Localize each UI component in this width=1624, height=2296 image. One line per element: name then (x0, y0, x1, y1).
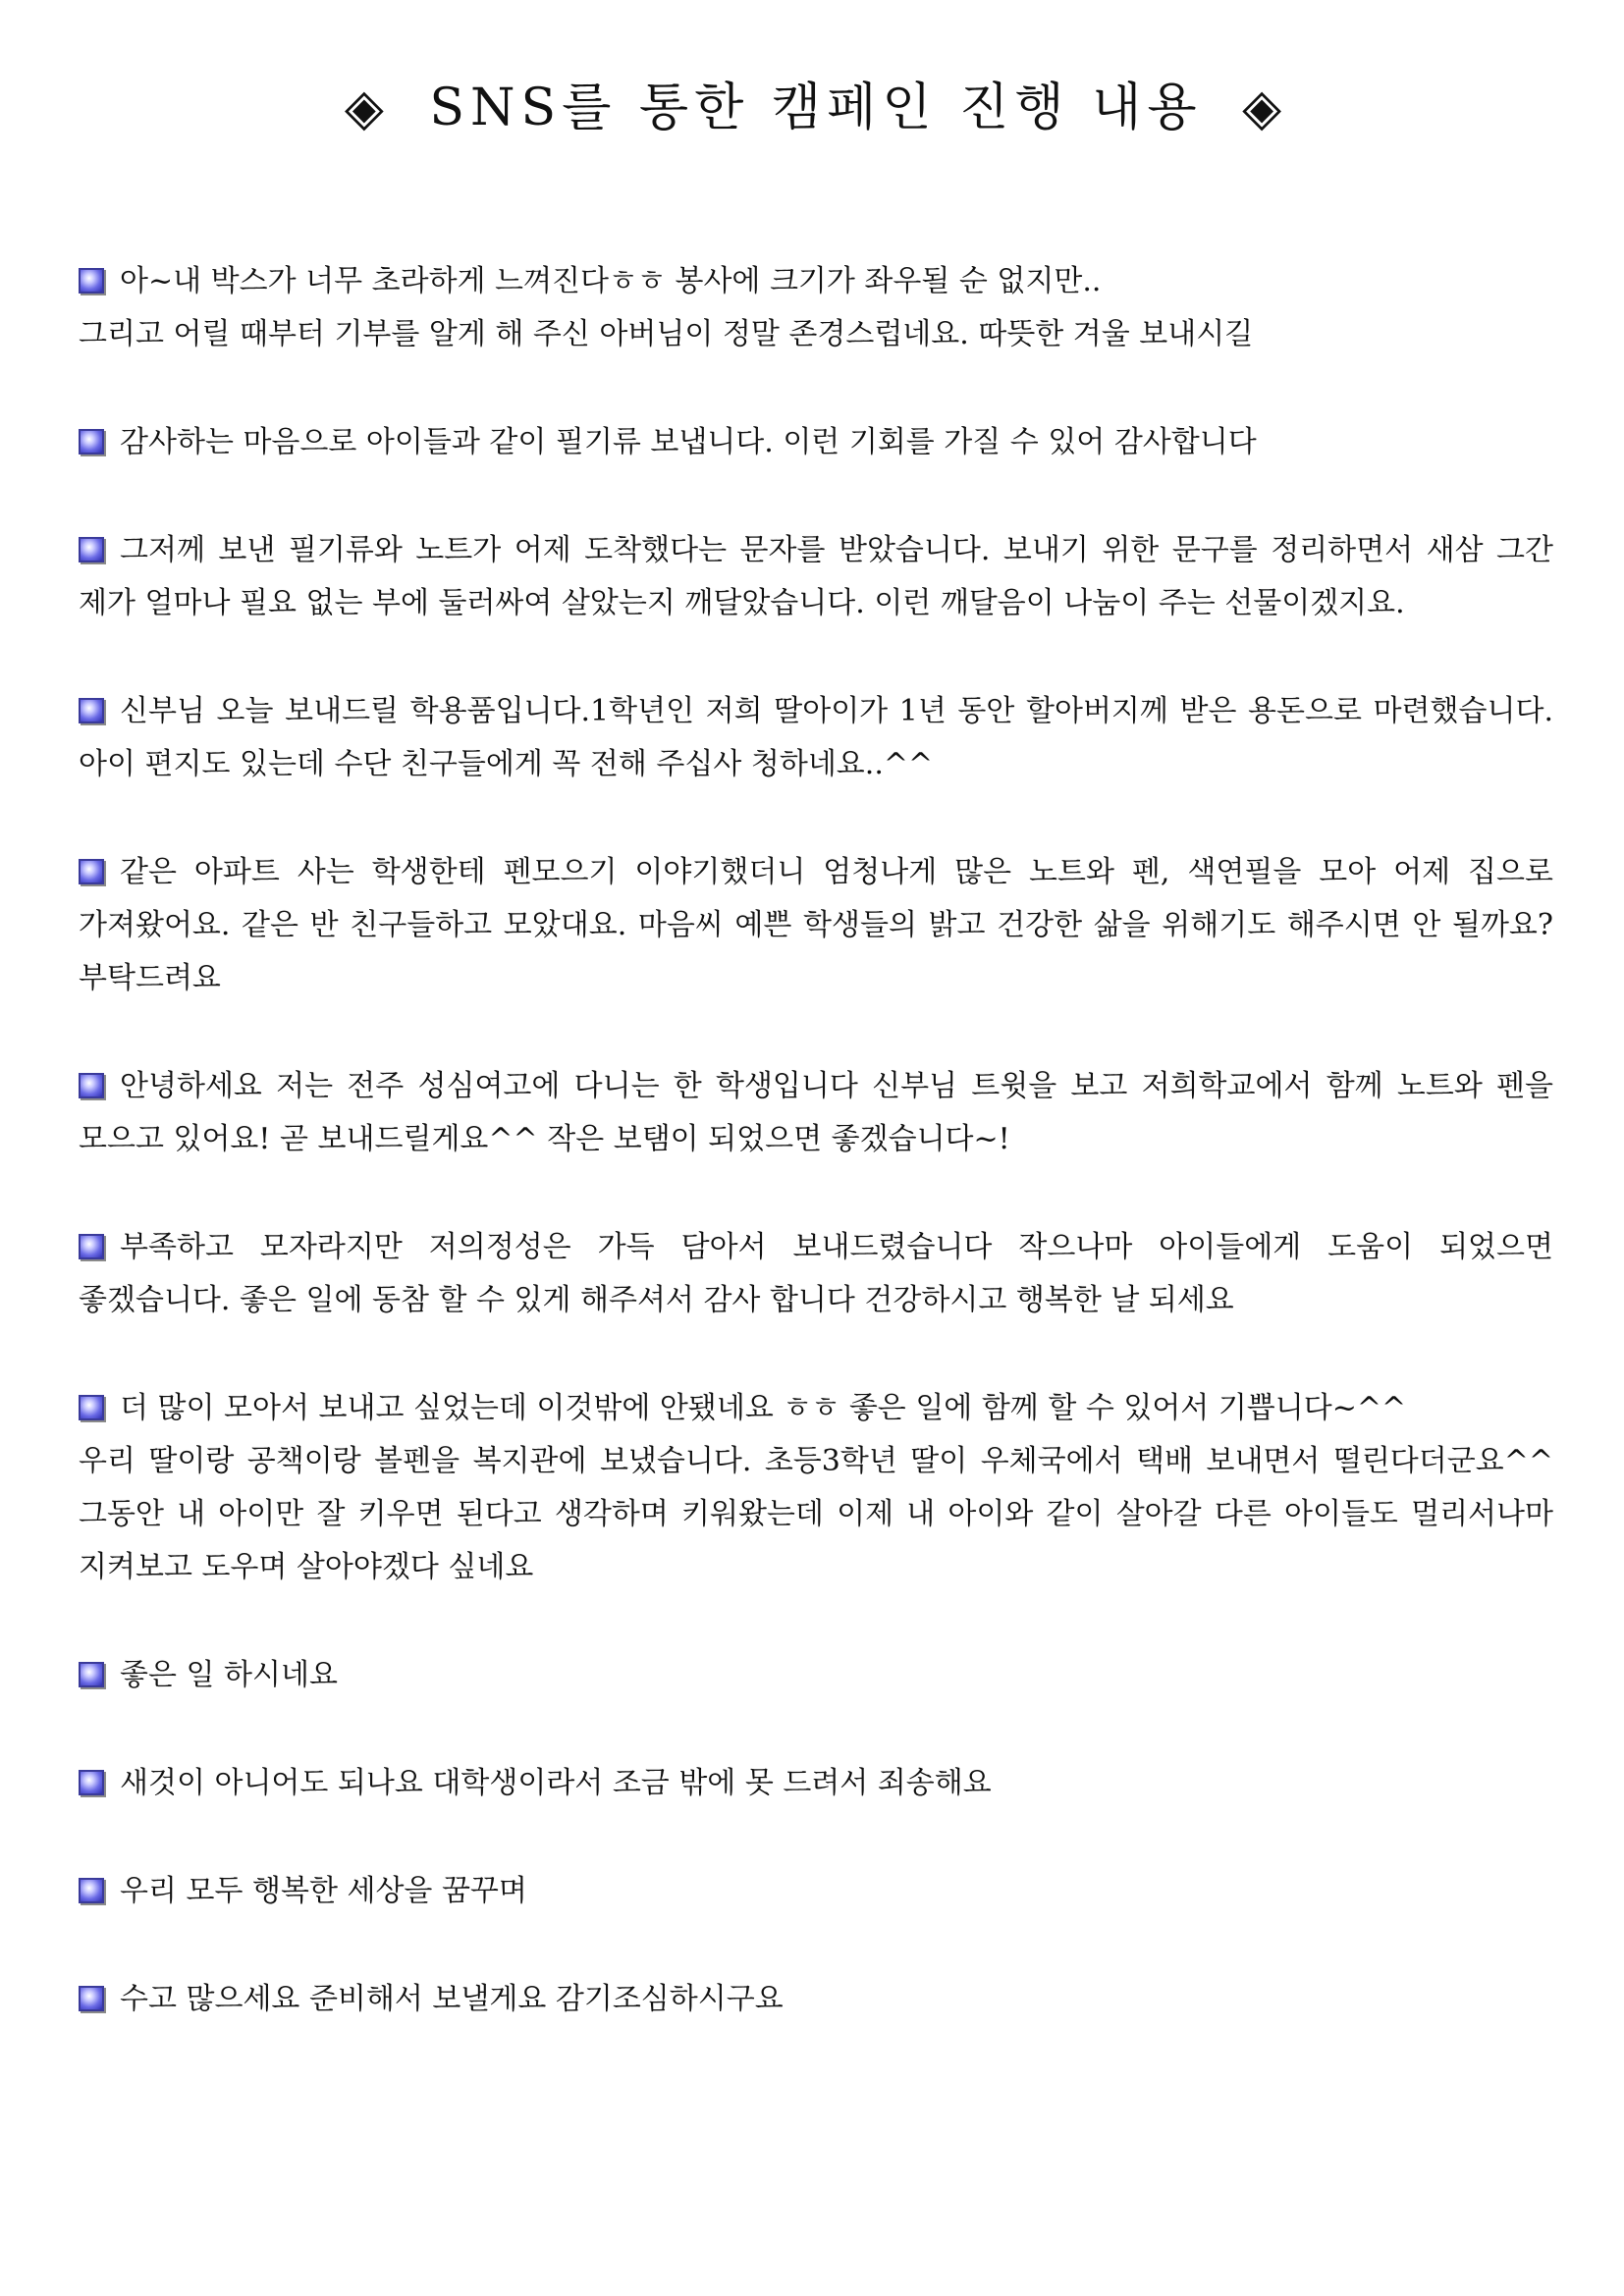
comment-line (79, 1060, 1553, 1166)
diamond-icon: ◈ (1242, 79, 1288, 137)
comment-item (79, 846, 1553, 1005)
comment-line (79, 1221, 1553, 1327)
comment-line (79, 255, 1553, 308)
square-bullet-icon (79, 1234, 104, 1259)
square-bullet-icon (79, 1878, 104, 1903)
comment-line (79, 1435, 1553, 1594)
comment-item (79, 1973, 1553, 2026)
comment-line (79, 416, 1553, 469)
square-bullet-icon (79, 1073, 104, 1098)
comment-item (79, 416, 1553, 469)
comment-line (79, 308, 1553, 361)
page-title (79, 69, 1553, 147)
square-bullet-icon (79, 429, 104, 454)
comment-item (79, 524, 1553, 630)
comment-item (79, 685, 1553, 791)
diamond-icon: ◈ (344, 79, 390, 137)
comment-line (79, 1382, 1553, 1435)
square-bullet-icon (79, 859, 104, 884)
square-bullet-icon (79, 1395, 104, 1420)
square-bullet-icon (79, 698, 104, 723)
comment-item (79, 1060, 1553, 1166)
square-bullet-icon (79, 1986, 104, 2011)
comment-text: 같은 아파트 사는 학생한테 펜모으기 이야기했더니 엄청나게 많은 노트와 펜, 색연필을 모아 어제 집으로 가져왔어요. 같은 반 친구들하고 모았대요. 마음씨 예쁜 학생들의 밝고 건강한 삶을 위해기도 해주시면 안 될까요? 부탁드려요 (79, 855, 1553, 995)
comment-text: 우리 모두 행복한 세상을 꿈꾸며 (120, 1874, 527, 1908)
square-bullet-icon (79, 537, 104, 562)
comment-item (79, 1382, 1553, 1594)
comment-text: 그리고 어릴 때부터 기부를 알게 해 주신 아버님이 정말 존경스럽네요. 따뜻한 겨울 보내시길 (79, 317, 1254, 351)
comment-line (79, 685, 1553, 791)
comment-item (79, 1865, 1553, 1918)
comment-text: 감사하는 마음으로 아이들과 같이 필기류 보냅니다. 이런 기회를 가질 수 있어 감사합니다 (120, 425, 1257, 459)
comment-item (79, 1649, 1553, 1702)
square-bullet-icon (79, 1770, 104, 1795)
comment-line (79, 846, 1553, 1005)
square-bullet-icon (79, 1662, 104, 1687)
comment-line (79, 1757, 1553, 1810)
square-bullet-icon (79, 268, 104, 294)
comment-line (79, 524, 1553, 630)
comment-text: 새것이 아니어도 되나요 대학생이라서 조금 밖에 못 드려서 죄송해요 (120, 1766, 992, 1800)
comment-line (79, 1649, 1553, 1702)
comment-text: 안녕하세요 저는 전주 성심여고에 다니는 한 학생입니다 신부님 트윗을 보고 저희학교에서 함께 노트와 펜을 모으고 있어요! 곧 보내드릴게요^^ 작은 보탬이 되었으면 좋겠습니다~! (79, 1069, 1553, 1156)
comment-item (79, 1221, 1553, 1327)
page-title-text: SNS를 통한 캠페인 진행 내용 (429, 79, 1203, 137)
comment-text: 아~내 박스가 너무 초라하게 느껴진다ㅎㅎ 봉사에 크기가 좌우될 순 없지만.. (120, 264, 1102, 298)
comment-line (79, 1865, 1553, 1918)
comment-line (79, 1973, 1553, 2026)
comment-text: 수고 많으세요 준비해서 보낼게요 감기조심하시구요 (120, 1982, 784, 2016)
comment-item (79, 255, 1553, 361)
comment-text: 더 많이 모아서 보내고 싶었는데 이것밖에 안됐네요 ㅎㅎ 좋은 일에 함께 할 수 있어서 기쁩니다~^^ (120, 1391, 1407, 1425)
comment-text: 우리 딸이랑 공책이랑 볼펜을 복지관에 보냈습니다. 초등3학년 딸이 우체국에서 택배 보내면서 떨린다더군요^^그동안 내 아이만 잘 키우면 된다고 생각하며 키워왔는데 이제 내 아이와 같이 살아갈 다른 아이들도 멀리서나마 지켜보고 도우며 살아야겠다 싶네요 (79, 1444, 1553, 1584)
comment-item (79, 1757, 1553, 1810)
comment-text: 그저께 보낸 필기류와 노트가 어제 도착했다는 문자를 받았습니다. 보내기 위한 문구를 정리하면서 새삼 그간 제가 얼마나 필요 없는 부에 둘러싸여 살았는지 깨달았습니다. 이런 깨달음이 나눔이 주는 선물이겠지요. (79, 533, 1553, 620)
comment-list (79, 255, 1553, 2026)
comment-text: 신부님 오늘 보내드릴 학용품입니다.1학년인 저희 딸아이가 1년 동안 할아버지께 받은 용돈으로 마련했습니다. 아이 편지도 있는데 수단 친구들에게 꼭 전해 주십사 청하네요..^^ (79, 694, 1553, 781)
comment-text: 좋은 일 하시네요 (120, 1658, 338, 1692)
comment-text: 부족하고 모자라지만 저의정성은 가득 담아서 보내드렸습니다 작으나마 아이들에게 도움이 되었으면 좋겠습니다. 좋은 일에 동참 할 수 있게 해주셔서 감사 합니다 건강하시고 행복한 날 되세요 (79, 1230, 1553, 1317)
